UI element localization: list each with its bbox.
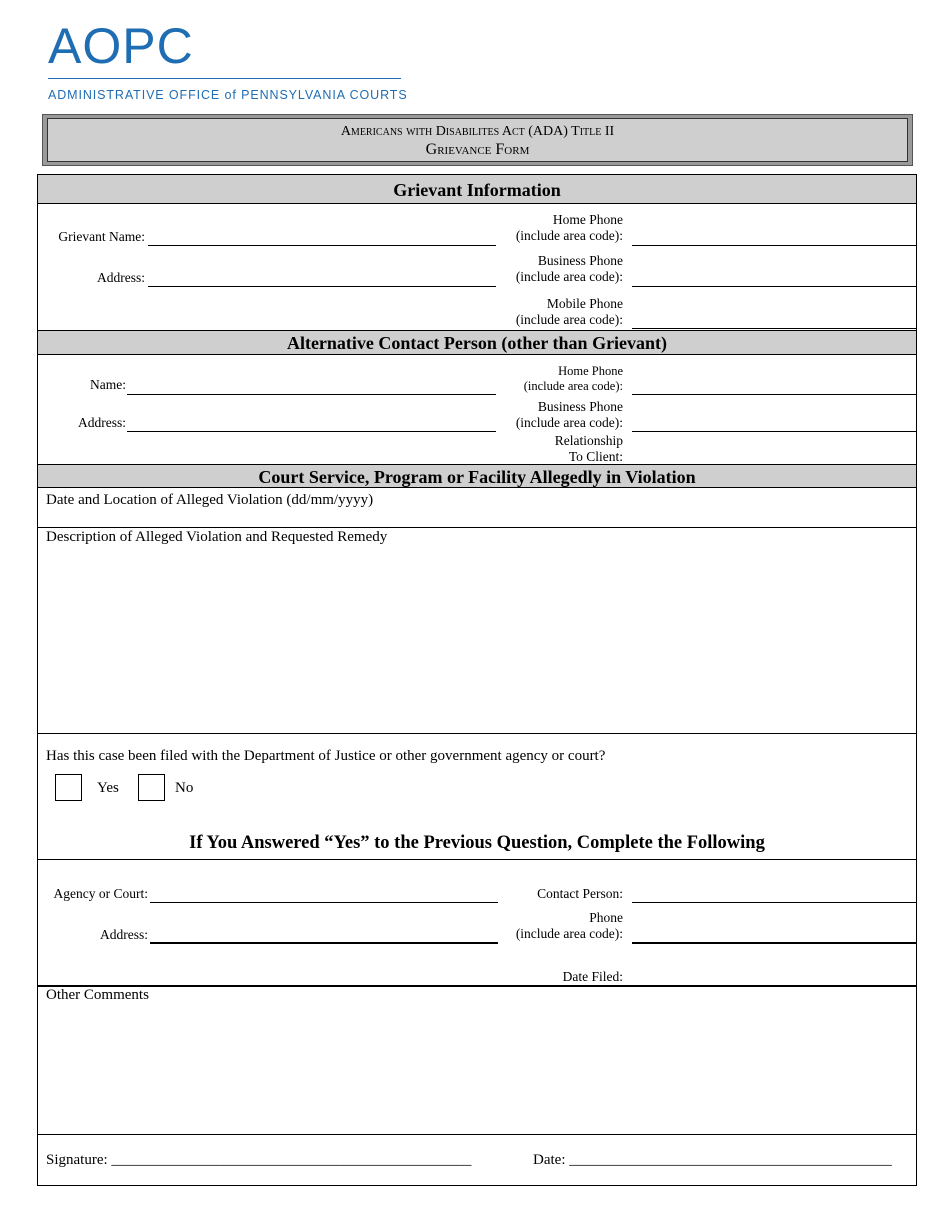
business-phone-title: Business Phone — [537, 253, 623, 268]
grievant-home-phone-label — [480, 212, 623, 244]
description-label: Description of Alleged Violation and Requested Remedy — [46, 529, 388, 545]
grievant-address-label: Address: — [97, 270, 145, 285]
alt-name-label: Name: — [90, 377, 126, 392]
divider — [37, 859, 917, 860]
agency-field[interactable] — [150, 902, 498, 903]
followup-phone-label — [480, 910, 623, 942]
followup-address-label: Address: — [100, 927, 148, 942]
alt-home-phone-title: Home Phone — [558, 364, 623, 378]
grievant-address-field[interactable] — [148, 286, 496, 287]
other-comments-field[interactable] — [38, 1008, 916, 1133]
agency-label: Agency or Court: — [53, 886, 148, 901]
grievant-name-label: Grievant Name: — [58, 229, 145, 244]
followup-phone-field[interactable] — [632, 942, 917, 944]
alt-home-phone-field[interactable] — [632, 394, 917, 395]
relationship-title: Relationship — [554, 433, 623, 448]
other-comments-label: Other Comments — [46, 987, 149, 1003]
mobile-phone-title: Mobile Phone — [546, 296, 623, 311]
alt-relationship-label — [480, 433, 623, 465]
contact-person-label: Contact Person: — [537, 886, 623, 901]
date-line[interactable]: Date: ___________________________________________ — [533, 1152, 892, 1168]
alt-business-phone-label — [480, 399, 623, 431]
grievant-mobile-phone-label — [480, 296, 623, 328]
logo-divider — [48, 78, 401, 79]
alt-business-phone-title: Business Phone — [537, 399, 623, 414]
phone-sub: (include area code): — [515, 926, 623, 941]
date-filed-label: Date Filed: — [562, 969, 623, 984]
aopc-logo: AOPC — [48, 18, 194, 74]
contact-person-field[interactable] — [632, 902, 917, 903]
alt-home-phone-label — [480, 364, 623, 394]
followup-heading: If You Answered “Yes” to the Previous Question, Complete the Following — [189, 833, 765, 853]
yes-checkbox[interactable] — [55, 774, 82, 801]
form-title-box — [42, 114, 913, 166]
home-phone-sub: (include area code): — [515, 228, 623, 243]
relationship-sub: To Client: — [568, 449, 623, 464]
yes-label: Yes — [97, 780, 119, 796]
alt-name-field[interactable] — [127, 394, 496, 395]
alt-business-phone-field[interactable] — [632, 431, 917, 432]
alt-business-phone-sub: (include area code): — [515, 415, 623, 430]
description-field[interactable] — [38, 550, 916, 732]
followup-address-field[interactable] — [150, 942, 498, 944]
form-title-line1: Americans with Disabilites Act (ADA) Title II — [340, 124, 615, 139]
section-header-grievant: Grievant Information — [37, 174, 917, 204]
grievant-home-phone-field[interactable] — [632, 245, 917, 246]
alt-address-field[interactable] — [127, 431, 496, 432]
grievant-business-phone-label — [480, 253, 623, 285]
filed-question: Has this case been filed with the Department of Justice or other government agency or court? — [46, 748, 606, 764]
logo-subtitle: ADMINISTRATIVE OFFICE of PENNSYLVANIA COURTS — [48, 88, 408, 102]
alt-address-label: Address: — [78, 415, 126, 430]
phone-title: Phone — [589, 910, 623, 925]
grievant-name-field[interactable] — [148, 245, 496, 246]
grievant-mobile-phone-field[interactable] — [632, 328, 917, 329]
date-filed-field[interactable] — [37, 985, 917, 987]
grievant-business-phone-field[interactable] — [632, 286, 917, 287]
no-label: No — [175, 780, 194, 796]
divider — [37, 733, 917, 734]
alt-home-phone-sub: (include area code): — [523, 379, 623, 393]
section-header-alternative: Alternative Contact Person (other than Grievant) — [37, 330, 917, 355]
section-header-violation: Court Service, Program or Facility Allegedly in Violation — [37, 464, 917, 488]
signature-line[interactable]: Signature: ________________________________________________ — [46, 1152, 472, 1168]
business-phone-sub: (include area code): — [515, 269, 623, 284]
mobile-phone-sub: (include area code): — [515, 312, 623, 327]
divider — [37, 1134, 917, 1135]
divider — [37, 527, 917, 528]
no-checkbox[interactable] — [138, 774, 165, 801]
date-location-label: Date and Location of Alleged Violation (dd/mm/yyyy) — [46, 492, 374, 508]
home-phone-title: Home Phone — [552, 212, 623, 227]
form-title-line2: Grievance Form — [425, 141, 530, 158]
